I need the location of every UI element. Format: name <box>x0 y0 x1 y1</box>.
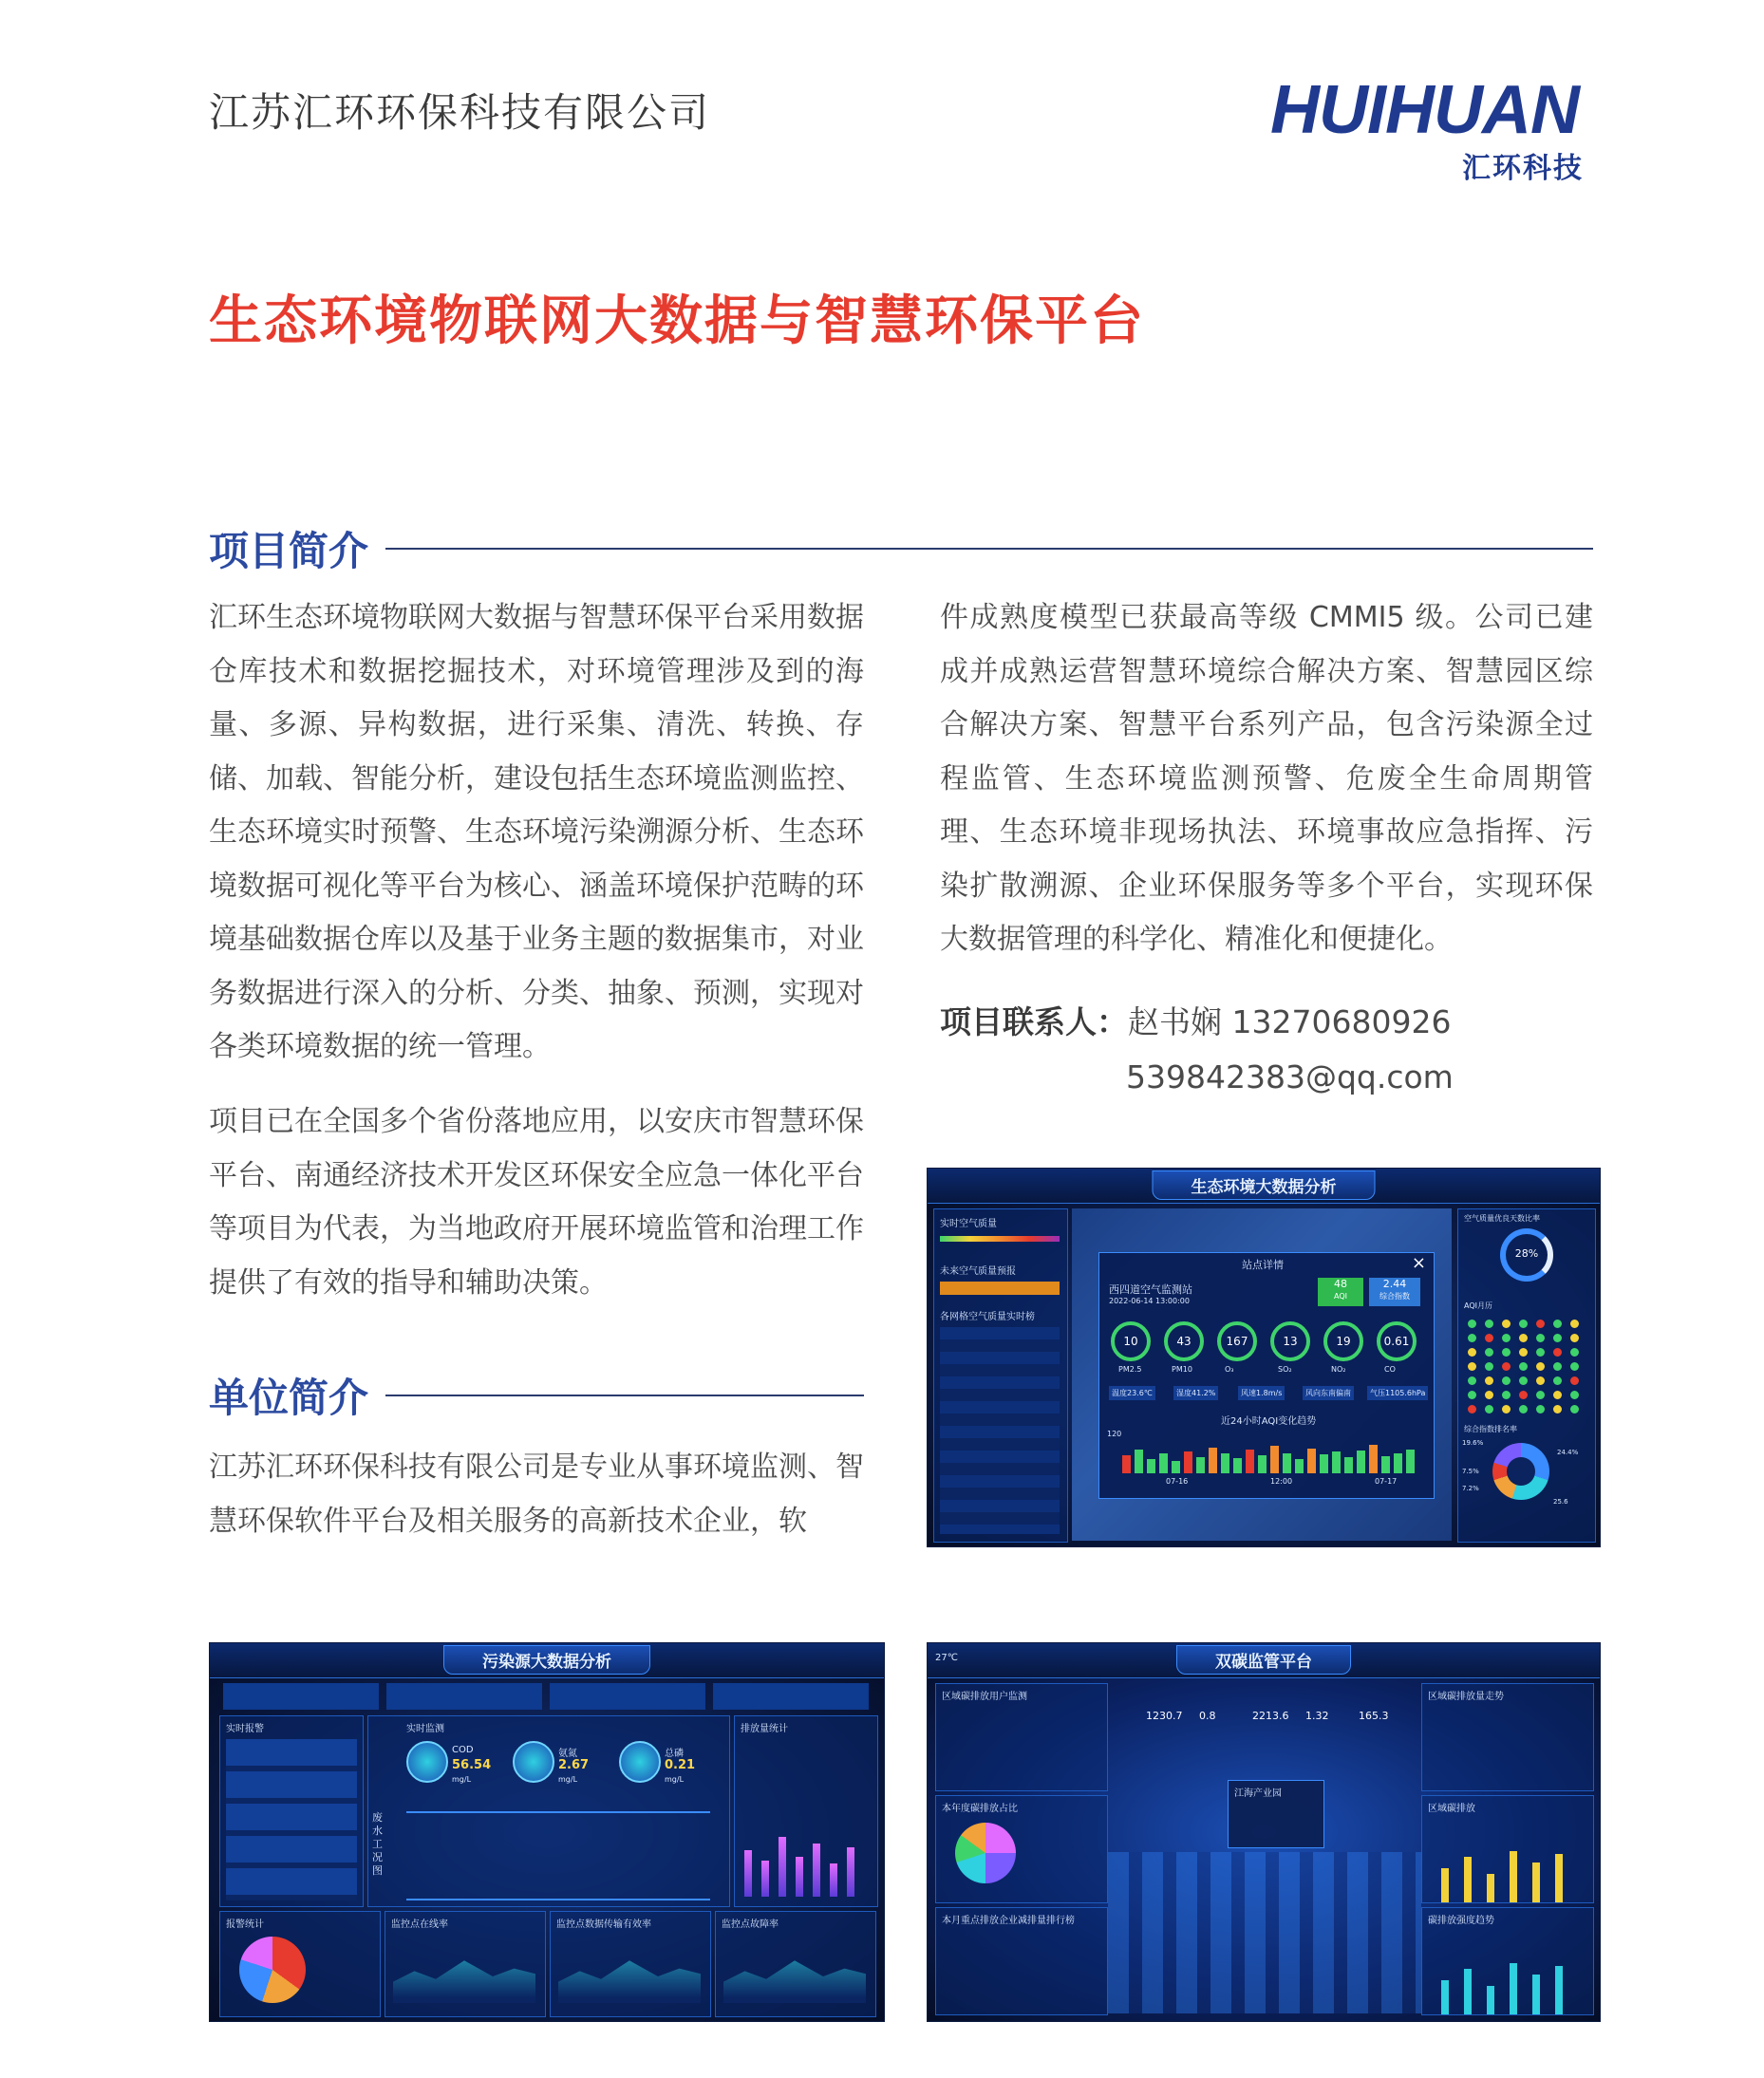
project-intro-heading-text: 项目简介 <box>209 528 369 574</box>
aqi-value: 48 <box>1334 1278 1347 1290</box>
company-name: 江苏汇环环保科技有限公司 <box>209 89 711 136</box>
realtime-label: 实时监测 <box>406 1724 444 1734</box>
huihuan-logo <box>1270 72 1593 185</box>
calendar-dot <box>1502 1348 1511 1357</box>
screenshot-title: 双碳监管平台 <box>1176 1645 1351 1675</box>
contact-block <box>940 995 1454 1105</box>
carbon-panel-title: 本年度碳排放占比 <box>942 1804 1018 1814</box>
metric-name: COD <box>452 1745 474 1755</box>
ring-label: SO₂ <box>1278 1365 1292 1374</box>
carbon-bar <box>1487 1874 1494 1902</box>
trend-bar <box>1381 1456 1390 1473</box>
metric-unit: mg/L <box>452 1775 472 1784</box>
carbon-center-value: 2213.6 <box>1252 1710 1289 1722</box>
calendar-dot <box>1570 1391 1579 1399</box>
alarm-panel <box>219 1715 364 1907</box>
calendar-dot <box>1485 1348 1493 1357</box>
carbon-bar <box>1441 1868 1449 1902</box>
donut-hole <box>1507 1457 1535 1486</box>
pollutant-ring <box>1217 1321 1257 1361</box>
calendar-dot <box>1536 1376 1545 1385</box>
trend-bar <box>1307 1449 1316 1473</box>
forecast-row <box>940 1282 1060 1295</box>
carbon-center-value: 165.3 <box>1359 1710 1389 1722</box>
emission-bar <box>813 1844 820 1897</box>
weather-item: 气压1105.6hPa <box>1367 1386 1428 1400</box>
trend-bar <box>1258 1455 1267 1473</box>
trend-bar <box>1233 1458 1242 1473</box>
calendar-dot <box>1553 1320 1562 1328</box>
bottom-panel-title: 报警统计 <box>226 1919 264 1930</box>
carbon-bar <box>1441 1980 1449 2014</box>
bottom-panel <box>715 1911 876 2017</box>
calendar-dot <box>1502 1320 1511 1328</box>
carbon-panel-title: 碳排放强度趋势 <box>1428 1916 1494 1926</box>
aqi-trend-chart <box>1122 1433 1422 1473</box>
calendar-dot <box>1570 1362 1579 1371</box>
trend-title: 近24小时AQI变化趋势 <box>1221 1416 1317 1427</box>
calendar-dot <box>1468 1320 1476 1328</box>
city-tooltip <box>1228 1780 1324 1848</box>
calendar-dot <box>1536 1320 1545 1328</box>
calendar-dot <box>1485 1334 1493 1342</box>
area-chart <box>393 1950 535 2003</box>
calendar-dot <box>1519 1348 1528 1357</box>
trend-bar <box>1147 1459 1155 1473</box>
ring-label: PM10 <box>1172 1365 1192 1374</box>
calendar-dot <box>1519 1376 1528 1385</box>
side-title: 废水工况图 <box>372 1811 383 1877</box>
carbon-bar <box>1510 1963 1517 2014</box>
bottom-panel <box>219 1911 381 2017</box>
tooltip-title: 江海产业园 <box>1234 1788 1282 1799</box>
area-chart <box>558 1950 701 2003</box>
index-label: 综合指数 <box>1379 1292 1410 1301</box>
station-time: 2022-06-14 13:00:00 <box>1109 1297 1190 1305</box>
ranking-table <box>940 1327 1060 1534</box>
trend-ymax: 120 <box>1107 1430 1122 1438</box>
trend-bar <box>1369 1445 1378 1473</box>
ranking-title: 各网格空气质量实时榜 <box>940 1312 1035 1322</box>
emission-label: 排放量统计 <box>741 1724 788 1734</box>
carbon-bar <box>1555 1854 1563 1902</box>
calendar-dot <box>1502 1376 1511 1385</box>
ring-value: 19 <box>1336 1335 1351 1348</box>
aqi-label: AQI <box>1334 1292 1347 1301</box>
area-chart <box>723 1950 866 2003</box>
contact-email: 539842383@qq.com <box>1126 1058 1454 1095</box>
calendar-dot <box>1485 1405 1493 1413</box>
calendar-dot <box>1553 1348 1562 1357</box>
left-panel-title: 实时空气质量 <box>940 1219 997 1229</box>
calendar-dot <box>1468 1348 1476 1357</box>
calendar-dot <box>1536 1405 1545 1413</box>
carbon-bar <box>1487 1986 1494 2014</box>
emission-bar <box>796 1857 803 1897</box>
bottom-panel-title: 监控点数据传输有效率 <box>556 1919 651 1930</box>
emission-bar <box>830 1863 837 1897</box>
heading-divider <box>385 548 1593 550</box>
company-intro-heading <box>209 1367 864 1424</box>
temperature: 27℃ <box>935 1653 958 1663</box>
station-name: 西四道空气监测站 <box>1109 1283 1192 1296</box>
emission-bar <box>761 1861 769 1898</box>
calendar-dot <box>1519 1391 1528 1399</box>
logo-wordmark: HUIHUAN <box>1270 72 1579 148</box>
screenshot-title: 污染源大数据分析 <box>443 1645 650 1675</box>
screenshot-header-bar <box>928 1169 1600 1204</box>
carbon-bar <box>1532 1863 1540 1902</box>
trend-bar <box>1320 1454 1328 1473</box>
company-intro-paragraph-continued: 件成熟度模型已获最高等级 CMMI5 级。公司已建成并成熟运营智慧环境综合解决方案、智慧园区综合解决方案、智慧平台系列产品，包含污染源全过程监管、生态环境监测预警、危废全生命周期管理、生态环境非现场执法、环境事故应急指挥、污染扩散溯源、企业环保服务等多个平台，实现环保大数据管理的科学化、精准化和便捷化。 <box>940 601 1593 956</box>
carbon-panel-title: 本月重点排放企业减排量排行榜 <box>942 1916 1075 1926</box>
ring-label: O₃ <box>1225 1365 1234 1374</box>
calendar-dot <box>1570 1320 1579 1328</box>
carbon-bar <box>1510 1851 1517 1902</box>
bottom-panel <box>385 1911 546 2017</box>
logo-subtitle: 汇环科技 <box>1462 152 1584 185</box>
close-icon[interactable]: × <box>1411 1253 1426 1273</box>
right-title-3: 综合指数排名率 <box>1464 1425 1517 1433</box>
calendar-dot <box>1502 1391 1511 1399</box>
trend-bar <box>1184 1451 1192 1473</box>
calendar-dot <box>1502 1405 1511 1413</box>
weather-item: 湿度41.2% <box>1173 1386 1218 1400</box>
right-title-2: AQI月历 <box>1464 1301 1492 1310</box>
trend-bar <box>1357 1451 1365 1473</box>
emission-bar <box>847 1847 854 1898</box>
calendar-dot <box>1502 1334 1511 1342</box>
trend-bar <box>1344 1457 1353 1473</box>
calendar-dot <box>1519 1334 1528 1342</box>
calendar-dot <box>1553 1376 1562 1385</box>
trend-bar <box>1406 1450 1415 1473</box>
ring-label: NO₂ <box>1331 1365 1346 1374</box>
calendar-dot <box>1553 1405 1562 1413</box>
forecast-title: 未来空气质量预报 <box>940 1266 1016 1277</box>
metric-unit: mg/L <box>665 1775 685 1784</box>
alarm-label: 实时报警 <box>226 1724 264 1734</box>
page-title: 生态环境物联网大数据与智慧环保平台 <box>209 290 1145 352</box>
metric-unit: mg/L <box>558 1775 578 1784</box>
carbon-center-value: 0.8 <box>1199 1710 1216 1722</box>
calendar-dot <box>1570 1348 1579 1357</box>
aqi-badge <box>1318 1278 1363 1306</box>
pollutant-ring <box>1111 1321 1151 1361</box>
ring-value: 43 <box>1176 1335 1192 1348</box>
ring-value: 10 <box>1123 1335 1138 1348</box>
calendar-dot <box>1536 1362 1545 1371</box>
aqi-scale-bar <box>940 1236 1060 1242</box>
carbon-right-panel <box>1421 1795 1594 1903</box>
calendar-dot <box>1570 1405 1579 1413</box>
calendar-dot <box>1553 1334 1562 1342</box>
pollutant-ring <box>1164 1321 1204 1361</box>
modal-title: 站点详情 <box>1242 1259 1284 1271</box>
calendar-dot <box>1502 1362 1511 1371</box>
company-intro-paragraph: 江苏汇环环保科技有限公司是专业从事环境监测、智慧环保软件平台及相关服务的高新技术企业，软 <box>209 1451 864 1538</box>
calendar-dot <box>1468 1334 1476 1342</box>
carbon-left-panel <box>935 1795 1108 1903</box>
carbon-right-panel <box>1421 1683 1594 1791</box>
calendar-dot <box>1570 1334 1579 1342</box>
project-intro-paragraph-2: 项目已在全国多个省份落地应用，以安庆市智慧环保平台、南通经济技术开发区环保安全应急一体化平台等项目为代表，为当地政府开展环境监管和治理工作提供了有效的指导和辅助决策。 <box>209 1105 864 1300</box>
monitor-point-row <box>223 1683 871 1710</box>
trend-bar <box>1221 1453 1229 1473</box>
ring-value: 13 <box>1283 1335 1298 1348</box>
dual-carbon-screenshot <box>927 1642 1601 2022</box>
trend-bar <box>1209 1448 1217 1473</box>
metric-gauge <box>406 1741 448 1783</box>
excellent-rate-ring <box>1500 1228 1553 1282</box>
calendar-dot <box>1536 1334 1545 1342</box>
metric-name: 氨氮 <box>558 1749 577 1759</box>
calendar-dot <box>1519 1405 1528 1413</box>
trend-tick: 07-16 <box>1166 1477 1189 1486</box>
metric-value: 2.67 <box>558 1758 590 1772</box>
index-value: 2.44 <box>1382 1278 1407 1290</box>
weather-item: 温度23.6℃ <box>1109 1386 1155 1400</box>
donut-pct-5: 25.6 <box>1553 1498 1568 1506</box>
carbon-center-value: 1230.7 <box>1146 1710 1183 1722</box>
emission-bars <box>744 1830 868 1897</box>
project-intro-paragraph-1: 汇环生态环境物联网大数据与智慧环保平台采用数据仓库技术和数据挖掘技术，对环境管理涉及到的海量、多源、异构数据，进行采集、清洗、转换、存储、加载、智能分析，建设包括生态环境监测监控、生态环境实时预警、生态环境污染溯源分析、生态环境数据可视化等平台为核心、涵盖环境保护范畴的环境基础数据仓库以及基于业务主题的数据集市，对业务数据进行深入的分析、分类、抽象、预测，实现对各类环境数据的统一管理。 <box>209 601 864 1063</box>
trend-bar <box>1135 1450 1143 1473</box>
emission-bar <box>744 1850 752 1897</box>
trend-bar <box>1122 1455 1131 1473</box>
carbon-pie <box>955 1823 1016 1883</box>
pollutant-ring <box>1270 1321 1310 1361</box>
metric-gauge <box>513 1741 554 1783</box>
carbon-left-panel <box>935 1683 1108 1791</box>
process-diagram <box>406 1811 710 1900</box>
calendar-dot <box>1536 1391 1545 1399</box>
calendar-dot <box>1553 1362 1562 1371</box>
pollutant-ring <box>1323 1321 1363 1361</box>
index-badge <box>1369 1278 1420 1306</box>
metric-value: 56.54 <box>452 1758 492 1772</box>
calendar-dot <box>1553 1391 1562 1399</box>
ring-label: PM2.5 <box>1118 1365 1142 1374</box>
trend-bar <box>1295 1459 1304 1473</box>
contact-name-phone: 赵书娴 13270680926 <box>1128 1003 1452 1040</box>
weather-item: 风速1.8m/s <box>1238 1386 1285 1400</box>
bottom-panel-title: 监控点在线率 <box>391 1919 448 1930</box>
carbon-panel-title: 区域碳排放用户监测 <box>942 1692 1027 1702</box>
calendar-dot <box>1536 1348 1545 1357</box>
realtime-monitor-panel <box>367 1715 730 1907</box>
metric-value: 0.21 <box>665 1758 696 1772</box>
pollution-source-screenshot <box>209 1642 885 2022</box>
calendar-dot <box>1468 1405 1476 1413</box>
company-intro-heading-text: 单位简介 <box>209 1375 369 1421</box>
ring-label: CO <box>1384 1365 1396 1374</box>
metric-name: 总磷 <box>665 1749 684 1759</box>
calendar-dot <box>1468 1362 1476 1371</box>
emission-bar <box>779 1837 786 1897</box>
screenshot-header-bar <box>210 1643 884 1678</box>
pollutant-ring <box>1377 1321 1417 1361</box>
calendar-dot <box>1468 1376 1476 1385</box>
donut-pct-4: 7.2% <box>1462 1485 1479 1492</box>
calendar-dot <box>1468 1391 1476 1399</box>
carbon-bar <box>1532 1975 1540 2014</box>
carbon-panel-title: 区域碳排放 <box>1428 1804 1475 1814</box>
metric-gauge <box>619 1741 661 1783</box>
composite-donut <box>1492 1443 1549 1500</box>
trend-tick: 12:00 <box>1270 1477 1293 1486</box>
trend-bar <box>1270 1446 1279 1473</box>
trend-tick: 07-17 <box>1375 1477 1398 1486</box>
eco-bigdata-screenshot <box>927 1168 1601 1547</box>
calendar-dot <box>1485 1376 1493 1385</box>
weather-item: 风向东南偏南 <box>1303 1386 1354 1400</box>
calendar-dot <box>1485 1362 1493 1371</box>
carbon-bar <box>1464 1969 1472 2014</box>
trend-bar <box>1159 1453 1168 1473</box>
carbon-bar <box>1464 1857 1472 1902</box>
carbon-bar <box>1555 1966 1563 2014</box>
project-intro-heading <box>209 520 1593 577</box>
trend-bar <box>1283 1453 1291 1473</box>
excellent-rate-value: 28% <box>1514 1247 1539 1260</box>
carbon-center-value: 1.32 <box>1305 1710 1329 1722</box>
calendar-dot <box>1570 1376 1579 1385</box>
carbon-left-panel <box>935 1907 1108 2015</box>
donut-pct-3: 7.5% <box>1462 1468 1479 1475</box>
calendar-dot <box>1485 1391 1493 1399</box>
alarm-donut <box>239 1937 306 2003</box>
ring-value: 0.61 <box>1383 1335 1410 1348</box>
carbon-panel-title: 区域碳排放量走势 <box>1428 1692 1504 1702</box>
emission-panel <box>734 1715 878 1907</box>
bottom-panel <box>550 1911 711 2017</box>
donut-pct-1: 19.6% <box>1462 1439 1484 1447</box>
calendar-dot <box>1519 1320 1528 1328</box>
right-title-1: 空气质量优良天数比率 <box>1464 1214 1540 1223</box>
left-panel <box>933 1208 1068 1543</box>
station-detail-modal <box>1098 1252 1435 1499</box>
trend-bar <box>1394 1453 1402 1473</box>
carbon-right-panel <box>1421 1907 1594 2015</box>
screenshot-title: 生态环境大数据分析 <box>1153 1170 1376 1200</box>
calendar-dot <box>1485 1320 1493 1328</box>
calendar-dot <box>1519 1362 1528 1371</box>
heading-divider <box>385 1395 864 1396</box>
trend-bar <box>1246 1450 1254 1473</box>
screenshot-header-bar <box>928 1643 1600 1678</box>
ring-value: 167 <box>1226 1335 1248 1348</box>
trend-bar <box>1172 1461 1180 1473</box>
alarm-list <box>226 1739 357 1900</box>
contact-label: 项目联系人： <box>940 1003 1128 1040</box>
right-panel <box>1457 1208 1596 1543</box>
trend-bar <box>1196 1457 1205 1473</box>
donut-pct-2: 24.4% <box>1557 1449 1579 1456</box>
trend-bar <box>1332 1451 1341 1473</box>
bottom-panel-title: 监控点故障率 <box>722 1919 779 1930</box>
city-buildings <box>1108 1852 1421 2013</box>
